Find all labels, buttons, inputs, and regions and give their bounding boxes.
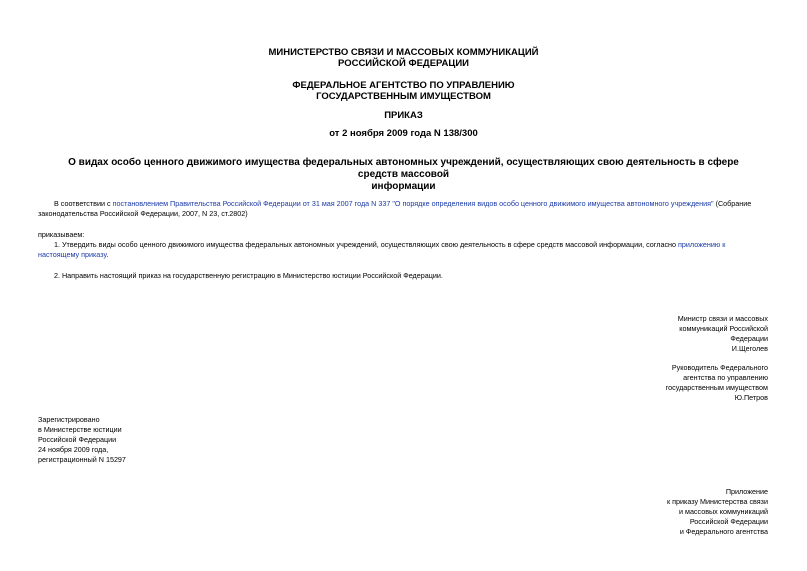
signature-minister [678, 314, 768, 354]
signature1-line-4: И.Щеголев [731, 344, 768, 353]
ministry-line-1: МИНИСТЕРСТВО СВЯЗИ И МАССОВЫХ КОММУНИКАЦИЙ [268, 47, 539, 58]
document-title [60, 157, 747, 193]
appendix-header [667, 487, 768, 537]
ministry-header [0, 47, 807, 69]
order-item-1 [38, 240, 768, 260]
preamble-paragraph [38, 199, 768, 219]
signature2-line-2: агентства по управлению [683, 373, 768, 382]
title-line-1: О видах особо ценного движимого имущества федеральных автономных учреждений, осуществляющих свою деятельность в сфере средств массовой [68, 157, 739, 180]
item1-text: 1. Утвердить виды особо ценного движимого имущества федеральных автономных учреждений, осуществляющих свою деятельность в сфере средств массовой информации, согласно [54, 240, 679, 249]
preamble-suffix: (Собрание законодательства Российской Федерации, 2007, N 23, ст.2802) [38, 199, 752, 218]
signature1-line-3: Федерации [730, 334, 768, 343]
item1-end: . [106, 250, 109, 259]
signature2-line-3: государственным имуществом [665, 383, 768, 392]
doc-date-text: от 2 ноября 2009 года N 138/300 [329, 128, 478, 139]
registration-block [38, 415, 126, 465]
signature2-line-1: Руководитель Федерального [671, 363, 768, 372]
order-word-text: приказываем: [38, 230, 85, 239]
appendix-link[interactable]: приложению к настоящему приказу [38, 240, 726, 259]
signature2-line-4: Ю.Петров [734, 393, 768, 402]
appendix-line-5: и Федерального агентства [679, 527, 768, 536]
signature-agency-head [666, 363, 768, 403]
item2-text: 2. Направить настоящий приказ на государственную регистрацию в Министерство юстиции Российской Федерации. [54, 271, 443, 280]
agency-header [0, 80, 807, 102]
appendix-line-3: и массовых коммуникаций [678, 507, 768, 516]
registration-line-2: в Министерстве юстиции [38, 425, 122, 434]
registration-line-4: 24 ноября 2009 года, [38, 445, 109, 454]
registration-line-5: регистрационный N 15297 [38, 455, 126, 464]
signature1-line-1: Министр связи и массовых [677, 314, 768, 323]
doc-type [0, 110, 807, 121]
preamble-prefix: В соответствии с [54, 199, 113, 208]
appendix-line-2: к приказу Министерства связи [666, 497, 768, 506]
registration-line-3: Российской Федерации [38, 435, 117, 444]
government-decree-link[interactable]: постановлением Правительства Российской Федерации от 31 мая 2007 года N 337 "О порядке определения видов особо ценного движимого имущества автономного учреждения" [112, 199, 714, 208]
doc-type-text: ПРИКАЗ [384, 110, 423, 121]
appendix-line-4: Российской Федерации [689, 517, 768, 526]
agency-line-2: ГОСУДАРСТВЕННЫМ ИМУЩЕСТВОМ [316, 91, 491, 102]
ministry-line-2: РОССИЙСКОЙ ФЕДЕРАЦИИ [337, 58, 469, 69]
doc-date [0, 128, 807, 139]
order-item-2 [38, 271, 768, 281]
signature1-line-2: коммуникаций Российской [679, 324, 768, 333]
appendix-line-1: Приложение [725, 487, 768, 496]
registration-line-1: Зарегистрировано [38, 415, 100, 424]
agency-line-1: ФЕДЕРАЛЬНОЕ АГЕНТСТВО ПО УПРАВЛЕНИЮ [292, 80, 515, 91]
order-word [38, 230, 768, 240]
title-line-2: информации [371, 181, 436, 192]
